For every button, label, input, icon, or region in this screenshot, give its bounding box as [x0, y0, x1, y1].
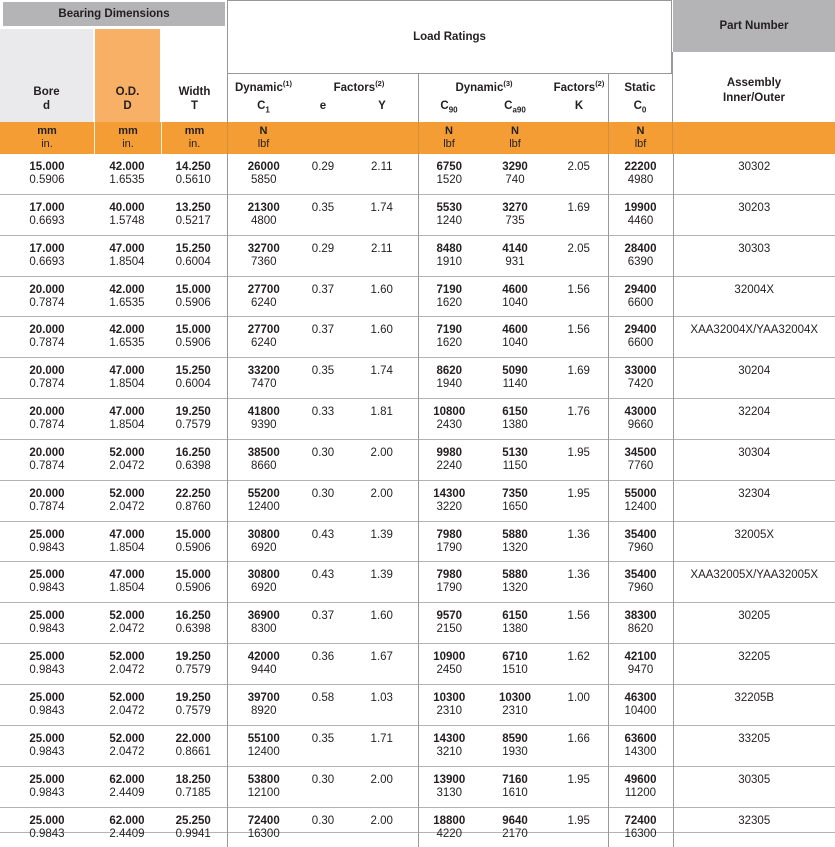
y-column-label: Y: [378, 99, 386, 112]
cell-k: 1.95: [550, 807, 608, 847]
load-ratings-header: Load Ratings: [227, 0, 672, 74]
cell-ca90: 4140 931: [480, 235, 550, 276]
cell-y: 2.00: [346, 480, 418, 521]
cell-width: 16.250 0.6398: [160, 603, 227, 644]
cell-bore: 17.000 0.6693: [0, 235, 94, 276]
cell-c1: 53800 12100: [227, 766, 300, 807]
cell-ca90: 6150 1380: [480, 603, 550, 644]
cell-part: XAA32005X/YAA32005X: [673, 562, 835, 603]
cell-bore: 17.000 0.6693: [0, 194, 94, 235]
cell-e: 0.35: [300, 194, 346, 235]
cell-width: 19.250 0.7579: [160, 684, 227, 725]
divider: [161, 122, 162, 154]
bore-symbol: d: [42, 100, 51, 112]
cell-c0: 19900 4460: [608, 194, 673, 235]
cell-part: 32005X: [673, 521, 835, 562]
cell-k: 1.36: [550, 521, 608, 562]
cell-k: 1.76: [550, 399, 608, 440]
cell-c90: 9980 2240: [418, 439, 480, 480]
cell-c90: 14300 3220: [418, 480, 480, 521]
cell-c90: 14300 3210: [418, 725, 480, 766]
cell-od: 42.000 1.6535: [94, 276, 160, 317]
cell-k: 1.56: [550, 603, 608, 644]
e-column-label: e: [319, 99, 327, 112]
cell-e: 0.35: [300, 358, 346, 399]
table-row: [0, 194, 835, 235]
cell-part: 32205B: [673, 684, 835, 725]
cell-od: 52.000 2.0472: [94, 644, 160, 685]
cell-width: 15.000 0.5906: [160, 276, 227, 317]
units-c90: N lbf: [443, 125, 455, 150]
cell-od: 62.000 2.4409: [94, 766, 160, 807]
cell-c1: 41800 9390: [227, 399, 300, 440]
static-group-label: Static: [624, 81, 656, 94]
cell-od: 47.000 1.8504: [94, 521, 160, 562]
cell-c90: 8620 1940: [418, 358, 480, 399]
cell-k: 1.95: [550, 439, 608, 480]
factors-group-label-2: Factors$^{(2)}$: [553, 78, 605, 94]
table-row: [0, 603, 835, 644]
cell-bore: 20.000 0.7874: [0, 358, 94, 399]
cell-c90: 5530 1240: [418, 194, 480, 235]
cell-od: 52.000 2.0472: [94, 684, 160, 725]
cell-e: 0.30: [300, 439, 346, 480]
cell-width: 16.250 0.6398: [160, 439, 227, 480]
cell-width: 18.250 0.7185: [160, 766, 227, 807]
cell-e: 0.37: [300, 276, 346, 317]
cell-part: 30205: [673, 603, 835, 644]
cell-c90: 10900 2450: [418, 644, 480, 685]
units-width: mm in.: [184, 125, 205, 150]
cell-c0: 72400 16300: [608, 807, 673, 847]
cell-c0: 43000 9660: [608, 399, 673, 440]
c90-column-label: $C_{90}$: [440, 99, 458, 114]
cell-ca90: 6150 1380: [480, 399, 550, 440]
cell-y: 2.11: [346, 235, 418, 276]
cell-part: 30305: [673, 766, 835, 807]
cell-c90: 9570 2150: [418, 603, 480, 644]
cell-k: 1.95: [550, 766, 608, 807]
cell-k: 1.62: [550, 644, 608, 685]
cell-k: 1.56: [550, 317, 608, 358]
cell-width: 15.000 0.5906: [160, 562, 227, 603]
cell-e: 0.36: [300, 644, 346, 685]
cell-width: 15.000 0.5906: [160, 317, 227, 358]
cell-width: 13.250 0.5217: [160, 194, 227, 235]
cell-c90: 7980 1790: [418, 521, 480, 562]
cell-e: 0.43: [300, 521, 346, 562]
cell-e: 0.29: [300, 235, 346, 276]
cell-y: 1.74: [346, 358, 418, 399]
cell-c90: 8480 1910: [418, 235, 480, 276]
bearing-dimensions-header: Bearing Dimensions: [3, 2, 225, 26]
cell-ca90: 5880 1320: [480, 562, 550, 603]
cell-width: 22.250 0.8760: [160, 480, 227, 521]
cell-c90: 18800 4220: [418, 807, 480, 847]
cell-c1: 30800 6920: [227, 521, 300, 562]
cell-ca90: 4600 1040: [480, 317, 550, 358]
cell-part: 30304: [673, 439, 835, 480]
cell-c0: 29400 6600: [608, 317, 673, 358]
cell-c0: 63600 14300: [608, 725, 673, 766]
cell-y: 1.03: [346, 684, 418, 725]
cell-od: 42.000 1.6535: [94, 317, 160, 358]
table-row: [0, 317, 835, 358]
cell-part: 32205: [673, 644, 835, 685]
cell-c1: 38500 8660: [227, 439, 300, 480]
cell-od: 52.000 2.0472: [94, 603, 160, 644]
cell-e: 0.58: [300, 684, 346, 725]
divider: [418, 122, 419, 154]
cell-c1: 72400 16300: [227, 807, 300, 847]
cell-part: 32305: [673, 807, 835, 847]
cell-bore: 15.000 0.5906: [29, 161, 65, 186]
cell-k: 1.56: [550, 276, 608, 317]
cell-part: 32004X: [673, 276, 835, 317]
cell-bore: 25.000 0.9843: [0, 766, 94, 807]
cell-od: 47.000 1.8504: [94, 358, 160, 399]
cell-y: 2.00: [346, 439, 418, 480]
od-symbol: D: [123, 100, 132, 112]
cell-ca90: 3290 740: [502, 161, 528, 186]
cell-od: 47.000 1.8504: [94, 399, 160, 440]
divider: [94, 122, 95, 154]
cell-ca90: 6710 1510: [480, 644, 550, 685]
cell-c0: 29400 6600: [608, 276, 673, 317]
assembly-inner-outer-label: Assembly Inner/Outer: [723, 77, 785, 104]
table-body: [0, 154, 835, 847]
cell-k: 1.95: [550, 480, 608, 521]
table-row: [0, 399, 835, 440]
cell-ca90: 5090 1140: [480, 358, 550, 399]
cell-width: 19.250 0.7579: [160, 644, 227, 685]
cell-c90: 7190 1620: [418, 276, 480, 317]
cell-c1: 33200 7470: [227, 358, 300, 399]
bore-column-header: [0, 29, 93, 122]
width-label: Width: [178, 86, 211, 98]
table-row: [0, 480, 835, 521]
cell-y: 2.00: [346, 807, 418, 847]
cell-k: 1.00: [550, 684, 608, 725]
units-c0: N lbf: [634, 125, 647, 150]
cell-y: 2.00: [346, 766, 418, 807]
cell-c0: 35400 7960: [608, 562, 673, 603]
table-row: [0, 644, 835, 685]
cell-y: 1.81: [346, 399, 418, 440]
cell-part: XAA32004X/YAA32004X: [673, 317, 835, 358]
cell-part: 30303: [673, 235, 835, 276]
cell-c1: 21300 4800: [227, 194, 300, 235]
cell-y: 1.60: [346, 276, 418, 317]
od-label: O.D.: [115, 86, 140, 98]
units-c1: N lbf: [257, 125, 270, 150]
cell-c1: 27700 6240: [227, 317, 300, 358]
dynamic3-group-label: Dynamic$^{(3)}$: [455, 78, 513, 94]
width-symbol: T: [190, 100, 199, 112]
cell-bore: 25.000 0.9843: [0, 807, 94, 847]
cell-c0: 34500 7760: [608, 439, 673, 480]
cell-y: 2.11: [370, 161, 393, 173]
cell-e: 0.33: [300, 399, 346, 440]
cell-c0: 49600 11200: [608, 766, 673, 807]
bearing-data-table: [0, 154, 835, 847]
cell-c0: 28400 6390: [608, 235, 673, 276]
cell-ca90: 7160 1610: [480, 766, 550, 807]
cell-part: 30302: [673, 154, 835, 194]
cell-bore: 20.000 0.7874: [0, 399, 94, 440]
cell-y: 1.74: [346, 194, 418, 235]
cell-c1: 27700 6240: [227, 276, 300, 317]
od-column-header: [95, 29, 160, 122]
cell-e: 0.37: [300, 603, 346, 644]
cell-e: 0.35: [300, 725, 346, 766]
cell-c90: 10800 2430: [418, 399, 480, 440]
cell-k: 1.66: [550, 725, 608, 766]
cell-c0: 35400 7960: [608, 521, 673, 562]
table-row: [0, 807, 835, 847]
k-column-label: K: [574, 99, 584, 112]
cell-bore: 25.000 0.9843: [0, 684, 94, 725]
cell-e: 0.30: [300, 480, 346, 521]
cell-c90: 13900 3130: [418, 766, 480, 807]
cell-part: 30203: [673, 194, 835, 235]
cell-od: 47.000 1.8504: [94, 562, 160, 603]
cell-ca90: 5880 1320: [480, 521, 550, 562]
cell-bore: 25.000 0.9843: [0, 521, 94, 562]
table-row: [0, 276, 835, 317]
cell-y: 1.60: [346, 603, 418, 644]
divider: [672, 122, 673, 154]
cell-ca90: 3270 735: [480, 194, 550, 235]
part-number-header: Part Number: [673, 0, 835, 52]
cell-ca90: 4600 1040: [480, 276, 550, 317]
cell-c0: 33000 7420: [608, 358, 673, 399]
cell-c90: 7190 1620: [418, 317, 480, 358]
cell-c0: 55000 12400: [608, 480, 673, 521]
bore-label: Bore: [33, 86, 60, 98]
cell-k: 1.69: [550, 194, 608, 235]
c0-column-label: $C_0$: [633, 99, 647, 114]
cell-width: 15.250 0.6004: [160, 235, 227, 276]
data-table-container: [0, 154, 835, 840]
cell-bore: 25.000 0.9843: [0, 603, 94, 644]
cell-k: 2.05: [550, 235, 608, 276]
table-row: [0, 154, 835, 194]
units-ca90: N lbf: [509, 125, 521, 150]
cell-c0: 38300 8620: [608, 603, 673, 644]
table-row: [0, 766, 835, 807]
cell-y: 1.39: [346, 562, 418, 603]
cell-c90: 6750 1520: [418, 154, 480, 194]
divider: [227, 122, 228, 154]
cell-c1: 36900 8300: [227, 603, 300, 644]
table-row: [0, 358, 835, 399]
cell-c0: 42100 9470: [608, 644, 673, 685]
table-row: [0, 725, 835, 766]
cell-y: 1.39: [346, 521, 418, 562]
cell-e: 0.30: [300, 766, 346, 807]
cell-od: 40.000 1.5748: [94, 194, 160, 235]
cell-y: 1.60: [346, 317, 418, 358]
cell-c1: 26000 5850: [227, 154, 300, 194]
cell-od: 47.000 1.8504: [94, 235, 160, 276]
cell-ca90: 7350 1650: [480, 480, 550, 521]
table-row: [0, 684, 835, 725]
cell-e: 0.30: [300, 807, 346, 847]
cell-part: 32304: [673, 480, 835, 521]
cell-part: 33205: [673, 725, 835, 766]
cell-bore: 20.000 0.7874: [0, 439, 94, 480]
cell-c1: 55100 12400: [227, 725, 300, 766]
c1-column-label: $C_1$: [257, 99, 270, 114]
cell-width: 25.250 0.9941: [160, 807, 227, 847]
cell-e: 0.37: [300, 317, 346, 358]
table-row: [0, 562, 835, 603]
cell-k: 1.36: [550, 562, 608, 603]
cell-od: 62.000 2.4409: [94, 807, 160, 847]
factors-group-label-1: Factors$^{(2)}$: [333, 78, 385, 94]
cell-c1: 55200 12400: [227, 480, 300, 521]
cell-c1: 32700 7360: [227, 235, 300, 276]
cell-width: 22.000 0.8661: [160, 725, 227, 766]
cell-od: 42.000 1.6535: [109, 161, 145, 186]
cell-bore: 20.000 0.7874: [0, 480, 94, 521]
cell-c90: 10300 2310: [418, 684, 480, 725]
cell-bore: 25.000 0.9843: [0, 644, 94, 685]
cell-od: 52.000 2.0472: [94, 480, 160, 521]
table-row: [0, 521, 835, 562]
cell-bore: 20.000 0.7874: [0, 276, 94, 317]
cell-od: 52.000 2.0472: [94, 439, 160, 480]
table-row: [0, 439, 835, 480]
cell-part: 30204: [673, 358, 835, 399]
width-column-header: [162, 29, 227, 122]
cell-c90: 7980 1790: [418, 562, 480, 603]
cell-y: 1.71: [346, 725, 418, 766]
cell-width: 14.250 0.5610: [175, 161, 211, 186]
cell-bore: 25.000 0.9843: [0, 725, 94, 766]
cell-k: 2.05: [567, 161, 590, 173]
table-row: [0, 235, 835, 276]
units-bore: mm in.: [37, 125, 57, 150]
dynamic1-group-label: Dynamic$^{(1)}$: [234, 78, 293, 94]
units-band: [0, 122, 835, 154]
cell-c0: 22200 4980: [608, 154, 673, 194]
cell-c0: 46300 10400: [608, 684, 673, 725]
cell-part: 32204: [673, 399, 835, 440]
cell-od: 52.000 2.0472: [94, 725, 160, 766]
cell-width: 15.000 0.5906: [160, 521, 227, 562]
cell-bore: 20.000 0.7874: [0, 317, 94, 358]
cell-ca90: 9640 2170: [480, 807, 550, 847]
cell-c1: 39700 8920: [227, 684, 300, 725]
cell-width: 15.250 0.6004: [160, 358, 227, 399]
cell-ca90: 8590 1930: [480, 725, 550, 766]
cell-width: 19.250 0.7579: [160, 399, 227, 440]
units-od: mm in.: [118, 125, 138, 150]
cell-ca90: 10300 2310: [480, 684, 550, 725]
divider: [608, 122, 609, 154]
cell-c1: 42000 9440: [227, 644, 300, 685]
cell-bore: 25.000 0.9843: [0, 562, 94, 603]
cell-k: 1.69: [550, 358, 608, 399]
ca90-column-label: $C_{a90}$: [504, 99, 526, 114]
cell-e: 0.29: [311, 161, 335, 173]
cell-c1: 30800 6920: [227, 562, 300, 603]
cell-y: 1.67: [346, 644, 418, 685]
cell-ca90: 5130 1150: [480, 439, 550, 480]
cell-e: 0.43: [300, 562, 346, 603]
